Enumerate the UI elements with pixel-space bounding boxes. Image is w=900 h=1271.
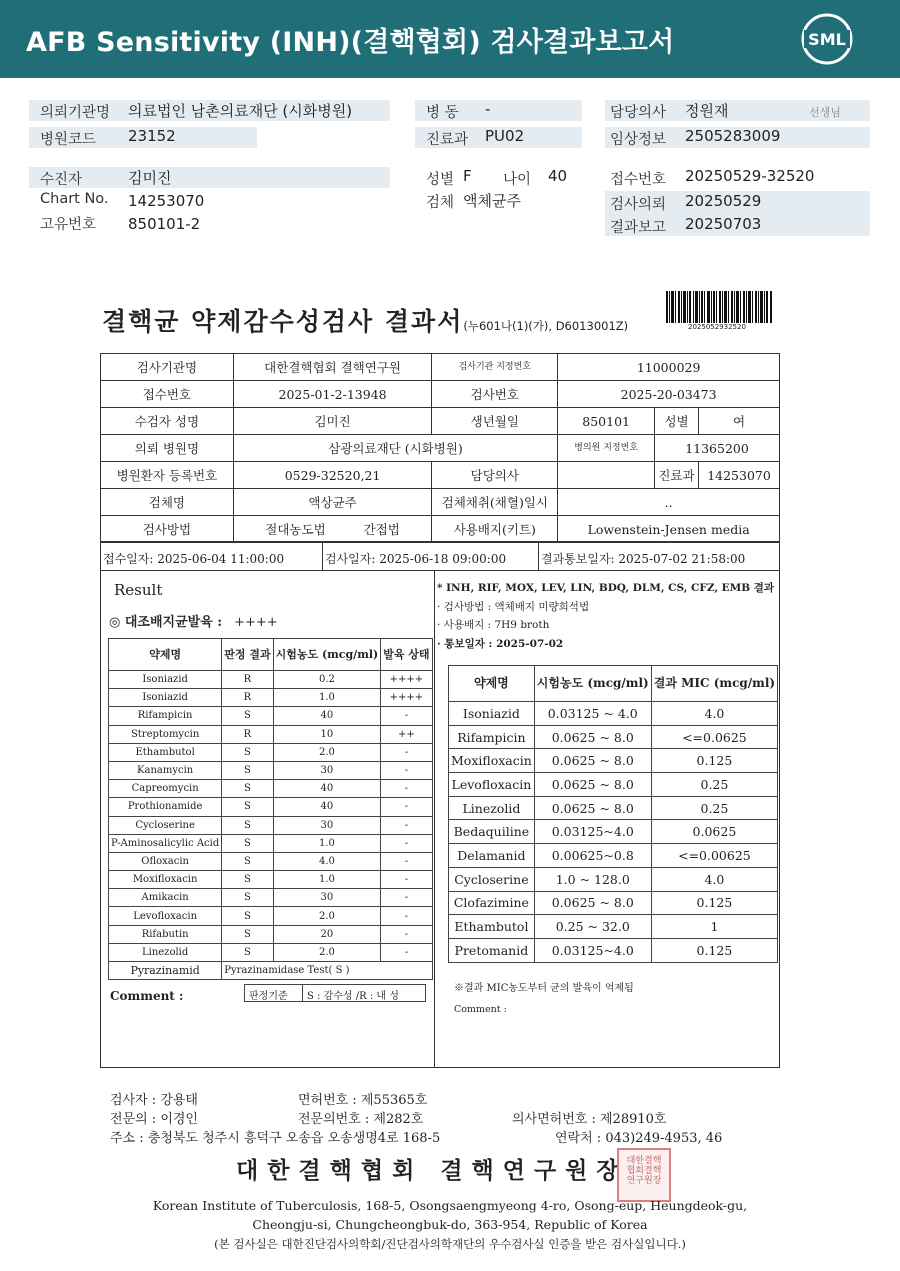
growth-status: - bbox=[381, 780, 432, 798]
table-row bbox=[449, 773, 778, 797]
right-comment-label: Comment : bbox=[454, 1004, 507, 1015]
test-org-label: 검사기관명 bbox=[101, 354, 234, 381]
hospital-code: 23152 bbox=[128, 127, 176, 145]
drug-name: Rifampicin bbox=[449, 725, 535, 749]
drug-name: Linezolid bbox=[109, 943, 222, 961]
table-row bbox=[109, 907, 433, 925]
note-medium: · 사용배지 : 7H9 broth bbox=[437, 619, 550, 631]
table-row bbox=[109, 834, 433, 852]
test-range: 0.03125~4.0 bbox=[534, 938, 651, 962]
req-date-label: 검사의뢰 bbox=[610, 197, 667, 213]
test-concentration: 0.2 bbox=[273, 671, 381, 689]
table-row bbox=[449, 702, 778, 726]
specimen: 액체균주 bbox=[463, 192, 521, 210]
drug-name: Delamanid bbox=[449, 844, 535, 868]
eng-address-2: Cheongju-si, Chungcheongbuk-do, 363-954, Republic of Korea bbox=[252, 1217, 648, 1232]
drug-name: Bedaquiline bbox=[449, 820, 535, 844]
name-label: 수검자 성명 bbox=[101, 408, 234, 435]
reg: 0529-32520,21 bbox=[233, 462, 432, 489]
drug-name: Linezolid bbox=[449, 796, 535, 820]
drug-name: Levofloxacin bbox=[449, 773, 535, 797]
table-row bbox=[449, 938, 778, 962]
birth-label: 생년월일 bbox=[432, 408, 558, 435]
method bbox=[233, 516, 432, 543]
judgement: S bbox=[222, 852, 273, 870]
doc-title bbox=[102, 302, 628, 338]
growth-status: - bbox=[381, 761, 432, 779]
test-concentration: 2.0 bbox=[273, 743, 381, 761]
table-row bbox=[449, 844, 778, 868]
test-concentration: 4.0 bbox=[273, 852, 381, 870]
judgement: S bbox=[222, 943, 273, 961]
test-concentration: 2.0 bbox=[273, 943, 381, 961]
spec-license: 전문의번호 : 제282호 bbox=[298, 1112, 424, 1127]
left-header-cell: 판정 결과 bbox=[222, 639, 273, 671]
table-row bbox=[449, 915, 778, 939]
dates-row bbox=[100, 541, 780, 571]
growth-status: - bbox=[381, 907, 432, 925]
dept: PU02 bbox=[485, 127, 525, 145]
left-drug-table bbox=[108, 638, 433, 980]
judgement: S bbox=[222, 871, 273, 889]
table-row bbox=[109, 871, 433, 889]
table-row bbox=[109, 707, 433, 725]
sex: F bbox=[463, 167, 472, 185]
receipt: 20250529-32520 bbox=[685, 167, 815, 185]
test-concentration: 1.0 bbox=[273, 689, 381, 707]
report-date: 20250703 bbox=[685, 215, 762, 233]
growth-status: - bbox=[381, 707, 432, 725]
drug-name: Clofazimine bbox=[449, 891, 535, 915]
mic-result: 0.125 bbox=[651, 749, 777, 773]
growth-status: - bbox=[381, 816, 432, 834]
test-concentration: 40 bbox=[273, 780, 381, 798]
right-notes bbox=[437, 579, 774, 653]
report-label: 결과보고 bbox=[610, 220, 667, 236]
drug-name: Isoniazid bbox=[109, 671, 222, 689]
hosp: 삼광의료재단 (시화병원) bbox=[233, 435, 557, 462]
medium: Lowenstein-Jensen media bbox=[558, 516, 780, 543]
logo-text: SML bbox=[808, 30, 846, 49]
left-header-cell: 시험농도 (mcg/ml) bbox=[273, 639, 381, 671]
growth-status: ++++ bbox=[381, 671, 432, 689]
collect-label: 검체채취(채혈)일시 bbox=[432, 489, 558, 516]
reg-label: 병원환자 등록번호 bbox=[101, 462, 234, 489]
hosp-code: 11365200 bbox=[655, 435, 780, 462]
criteria-text: S : 감수성 /R : 내 성 bbox=[307, 991, 399, 1002]
test-range: 0.0625 ~ 8.0 bbox=[534, 725, 651, 749]
drug-name: Ethambutol bbox=[109, 743, 222, 761]
judgement: S bbox=[222, 780, 273, 798]
test-range: 0.0625 ~ 8.0 bbox=[534, 773, 651, 797]
ward: - bbox=[485, 100, 491, 118]
clinical: 2505283009 bbox=[685, 127, 781, 145]
test-concentration: 2.0 bbox=[273, 907, 381, 925]
growth-status: - bbox=[381, 798, 432, 816]
method-b: 간접법 bbox=[363, 522, 400, 537]
report-header bbox=[0, 0, 900, 78]
growth-status: - bbox=[381, 871, 432, 889]
drug-name: Cycloserine bbox=[449, 867, 535, 891]
report-title: AFB Sensitivity (INH)(결핵협회) 검사결과보고서 bbox=[26, 27, 675, 58]
pza-row bbox=[109, 962, 433, 980]
growth-status: - bbox=[381, 925, 432, 943]
judgement: S bbox=[222, 816, 273, 834]
test-range: 1.0 ~ 128.0 bbox=[534, 867, 651, 891]
medium-label: 사용배지(키트) bbox=[432, 516, 558, 543]
table-row bbox=[449, 820, 778, 844]
mic-result: 1 bbox=[651, 915, 777, 939]
left-table-header bbox=[109, 639, 433, 671]
judgement: S bbox=[222, 743, 273, 761]
criteria-label: 판정기준 bbox=[249, 991, 288, 1002]
chart-no: 14253070 bbox=[128, 192, 205, 210]
doctor-license: 의사면허번호 : 제28910호 bbox=[512, 1112, 667, 1127]
right-table-header bbox=[449, 666, 778, 702]
test-date: 검사일자: 2025-06-18 09:00:00 bbox=[325, 552, 507, 566]
right-header-cell: 약제명 bbox=[449, 666, 535, 702]
sml-logo-icon bbox=[800, 12, 854, 66]
drug-name: Rifampicin bbox=[109, 707, 222, 725]
judgement: S bbox=[222, 707, 273, 725]
mic-result: 4.0 bbox=[651, 867, 777, 891]
eng-address-1: Korean Institute of Tuberculosis, 168-5, Osongsaengmyeong 4-ro, Osong-eup, Heungdeok-gu, bbox=[152, 1198, 748, 1213]
mic-result: 0.0625 bbox=[651, 820, 777, 844]
seal-text: 협회결핵 bbox=[626, 1166, 662, 1176]
drug-name: Capreomycin bbox=[109, 780, 222, 798]
mic-result: <=0.00625 bbox=[651, 844, 777, 868]
doctor-suffix: 선생님 bbox=[809, 106, 841, 119]
info-sex-label: 성별 bbox=[655, 408, 699, 435]
drug-name: P-Aminosalicylic Acid bbox=[109, 834, 222, 852]
tester: 검사자 : 강용태 bbox=[110, 1093, 198, 1108]
drug-name: Streptomycin bbox=[109, 725, 222, 743]
test-range: 0.03125 ~ 4.0 bbox=[534, 702, 651, 726]
test-range: 0.0625 ~ 8.0 bbox=[534, 796, 651, 820]
sex-label: 성별 bbox=[426, 172, 455, 188]
receipt-date: 접수일자: 2025-06-04 11:00:00 bbox=[103, 552, 285, 566]
right-header-cell: 시험농도 (mcg/ml) bbox=[534, 666, 651, 702]
mic-result: 0.125 bbox=[651, 891, 777, 915]
table-row bbox=[109, 943, 433, 961]
table-row bbox=[449, 867, 778, 891]
req-date: 20250529 bbox=[685, 192, 762, 210]
judgement: S bbox=[222, 925, 273, 943]
info-doctor-label: 담당의사 bbox=[432, 462, 558, 489]
drug-name: Ethambutol bbox=[449, 915, 535, 939]
hospital-code-label: 병원코드 bbox=[40, 132, 97, 148]
seal-text: 대한결핵 bbox=[626, 1156, 662, 1166]
judgement: R bbox=[222, 671, 273, 689]
drug-name: Isoniazid bbox=[449, 702, 535, 726]
table-row bbox=[109, 780, 433, 798]
eng-address-3: (본 검사실은 대한진단검사의학회/진단검사의학재단의 우수검사실 인증을 받은 검사실입니다.) bbox=[214, 1237, 686, 1251]
test-concentration: 40 bbox=[273, 707, 381, 725]
info-specimen: 액상균주 bbox=[233, 489, 432, 516]
table-row bbox=[109, 725, 433, 743]
growth-status: - bbox=[381, 834, 432, 852]
growth-status: - bbox=[381, 943, 432, 961]
unique-label: 고유번호 bbox=[40, 217, 97, 233]
doctor: 정원재 bbox=[685, 102, 729, 120]
birth: 850101 bbox=[558, 408, 655, 435]
test-org: 대한결핵협회 결핵연구원 bbox=[233, 354, 432, 381]
drug-name: Cycloserine bbox=[109, 816, 222, 834]
address: 주소 : 충청북도 청주시 흥덕구 오송읍 오송생명4로 168-5 bbox=[110, 1131, 441, 1146]
request-org-label: 의뢰기관명 bbox=[40, 105, 111, 121]
info-receipt: 2025-01-2-13948 bbox=[233, 381, 432, 408]
drug-name: Moxifloxacin bbox=[449, 749, 535, 773]
official-seal-icon bbox=[617, 1148, 671, 1202]
license: 면허번호 : 제55365호 bbox=[298, 1093, 428, 1108]
test-concentration: 1.0 bbox=[273, 871, 381, 889]
unique-no: 850101-2 bbox=[128, 215, 201, 233]
criteria-box bbox=[244, 984, 426, 1002]
test-range: 0.0625 ~ 8.0 bbox=[534, 891, 651, 915]
doc-title-sub: (누601나(1)(가), D6013001Z) bbox=[463, 319, 629, 333]
info-specimen-label: 검체명 bbox=[101, 489, 234, 516]
note-notify: · 통보일자 : 2025-07-02 bbox=[437, 637, 564, 650]
drug-name: Rifabutin bbox=[109, 925, 222, 943]
judgement: S bbox=[222, 907, 273, 925]
left-header-cell: 약제명 bbox=[109, 639, 222, 671]
seal-text: 연구원장 bbox=[626, 1176, 662, 1186]
table-row bbox=[449, 749, 778, 773]
growth-status: - bbox=[381, 743, 432, 761]
drug-name: Prothionamide bbox=[109, 798, 222, 816]
test-concentration: 1.0 bbox=[273, 834, 381, 852]
test-concentration: 30 bbox=[273, 761, 381, 779]
left-header-cell: 발육 상태 bbox=[381, 639, 432, 671]
institute-name: 대한결핵협회 결핵연구원장 bbox=[236, 1157, 628, 1184]
specialist: 전문의 : 이경인 bbox=[110, 1112, 198, 1127]
info-dept: 14253070 bbox=[699, 462, 780, 489]
note-method: · 검사방법 : 액체배지 미량희석법 bbox=[437, 600, 590, 613]
table-row bbox=[449, 891, 778, 915]
age-label: 나이 bbox=[503, 172, 532, 188]
table-row bbox=[109, 852, 433, 870]
test-range: 0.0625 ~ 8.0 bbox=[534, 749, 651, 773]
judgement: S bbox=[222, 761, 273, 779]
control-value: ++++ bbox=[234, 615, 278, 630]
test-concentration: 20 bbox=[273, 925, 381, 943]
info-sex: 여 bbox=[699, 408, 780, 435]
test-concentration: 10 bbox=[273, 725, 381, 743]
ward-label: 병 동 bbox=[426, 105, 459, 121]
test-concentration: 40 bbox=[273, 798, 381, 816]
chart-label: Chart No. bbox=[40, 191, 109, 207]
org-code: 11000029 bbox=[558, 354, 780, 381]
judgement: R bbox=[222, 725, 273, 743]
mic-note: ※결과 MIC농도부터 균의 발육이 억제됨 bbox=[454, 983, 634, 994]
info-table bbox=[100, 353, 780, 543]
patient-name: 김미진 bbox=[128, 169, 172, 187]
info-name: 김미진 bbox=[233, 408, 432, 435]
pza-value: Pyrazinamidase Test( S ) bbox=[222, 962, 432, 980]
result-heading: Result bbox=[114, 581, 163, 599]
judgement: S bbox=[222, 889, 273, 907]
hosp-code-label: 병의원 지정번호 bbox=[558, 435, 655, 462]
control-label: ◎ 대조배지균발육 : bbox=[109, 615, 223, 630]
drug-name: Isoniazid bbox=[109, 689, 222, 707]
note-title: * INH, RIF, MOX, LEV, LIN, BDQ, DLM, CS, CFZ, EMB 결과 bbox=[437, 582, 775, 594]
barcode-number: 2025052932520 bbox=[688, 323, 746, 331]
drug-name: Kanamycin bbox=[109, 761, 222, 779]
judgement: S bbox=[222, 834, 273, 852]
drug-name: Levofloxacin bbox=[109, 907, 222, 925]
judgement: S bbox=[222, 798, 273, 816]
method-a: 절대농도법 bbox=[265, 522, 326, 537]
growth-status: - bbox=[381, 889, 432, 907]
test-no-label: 검사번호 bbox=[432, 381, 558, 408]
info-doctor bbox=[558, 462, 655, 489]
table-row bbox=[109, 743, 433, 761]
growth-status: ++ bbox=[381, 725, 432, 743]
growth-status: ++++ bbox=[381, 689, 432, 707]
clinical-label: 임상정보 bbox=[610, 132, 667, 148]
mic-result: <=0.0625 bbox=[651, 725, 777, 749]
age: 40 bbox=[548, 167, 568, 185]
dept-label: 진료과 bbox=[426, 132, 469, 148]
info-dept-label: 진료과 bbox=[655, 462, 699, 489]
table-row bbox=[109, 925, 433, 943]
table-row bbox=[449, 725, 778, 749]
table-row bbox=[449, 796, 778, 820]
control-growth bbox=[109, 611, 278, 630]
table-row bbox=[109, 816, 433, 834]
org-code-label: 검사기관 지정번호 bbox=[432, 354, 558, 381]
right-mic-table bbox=[448, 665, 778, 963]
drug-name: Amikacin bbox=[109, 889, 222, 907]
test-range: 0.03125~4.0 bbox=[534, 820, 651, 844]
method-label: 검사방법 bbox=[101, 516, 234, 543]
mic-result: 0.25 bbox=[651, 796, 777, 820]
receipt-label: 접수번호 bbox=[610, 172, 667, 188]
table-row bbox=[109, 761, 433, 779]
drug-name: Ofloxacin bbox=[109, 852, 222, 870]
info-receipt-label: 접수번호 bbox=[101, 381, 234, 408]
drug-name: Pretomanid bbox=[449, 938, 535, 962]
collect: .. bbox=[558, 489, 780, 516]
judgement: R bbox=[222, 689, 273, 707]
request-org: 의료법인 남촌의료재단 (시화병원) bbox=[128, 102, 353, 120]
mic-result: 0.25 bbox=[651, 773, 777, 797]
test-no: 2025-20-03473 bbox=[558, 381, 780, 408]
doc-title-text: 결핵균 약제감수성검사 결과서 bbox=[102, 307, 464, 336]
table-row bbox=[109, 671, 433, 689]
pza-name: Pyrazinamid bbox=[109, 962, 222, 980]
barcode-icon bbox=[666, 291, 772, 323]
test-range: 0.25 ~ 32.0 bbox=[534, 915, 651, 939]
contact: 연락처 : 043)249-4953, 46 bbox=[555, 1131, 723, 1146]
right-header-cell: 결과 MIC (mcg/ml) bbox=[651, 666, 777, 702]
table-row bbox=[109, 889, 433, 907]
left-comment-label: Comment : bbox=[110, 989, 184, 1003]
patient-label: 수진자 bbox=[40, 172, 83, 188]
mic-result: 4.0 bbox=[651, 702, 777, 726]
mic-result: 0.125 bbox=[651, 938, 777, 962]
doctor-label: 담당의사 bbox=[610, 105, 667, 121]
table-row bbox=[109, 798, 433, 816]
notify-date: 결과통보일자: 2025-07-02 21:58:00 bbox=[541, 552, 746, 566]
specimen-label: 검체 bbox=[426, 195, 455, 211]
test-concentration: 30 bbox=[273, 816, 381, 834]
drug-name: Moxifloxacin bbox=[109, 871, 222, 889]
growth-status: - bbox=[381, 852, 432, 870]
test-range: 0.00625~0.8 bbox=[534, 844, 651, 868]
table-row bbox=[109, 689, 433, 707]
hosp-label: 의뢰 병원명 bbox=[101, 435, 234, 462]
test-concentration: 30 bbox=[273, 889, 381, 907]
